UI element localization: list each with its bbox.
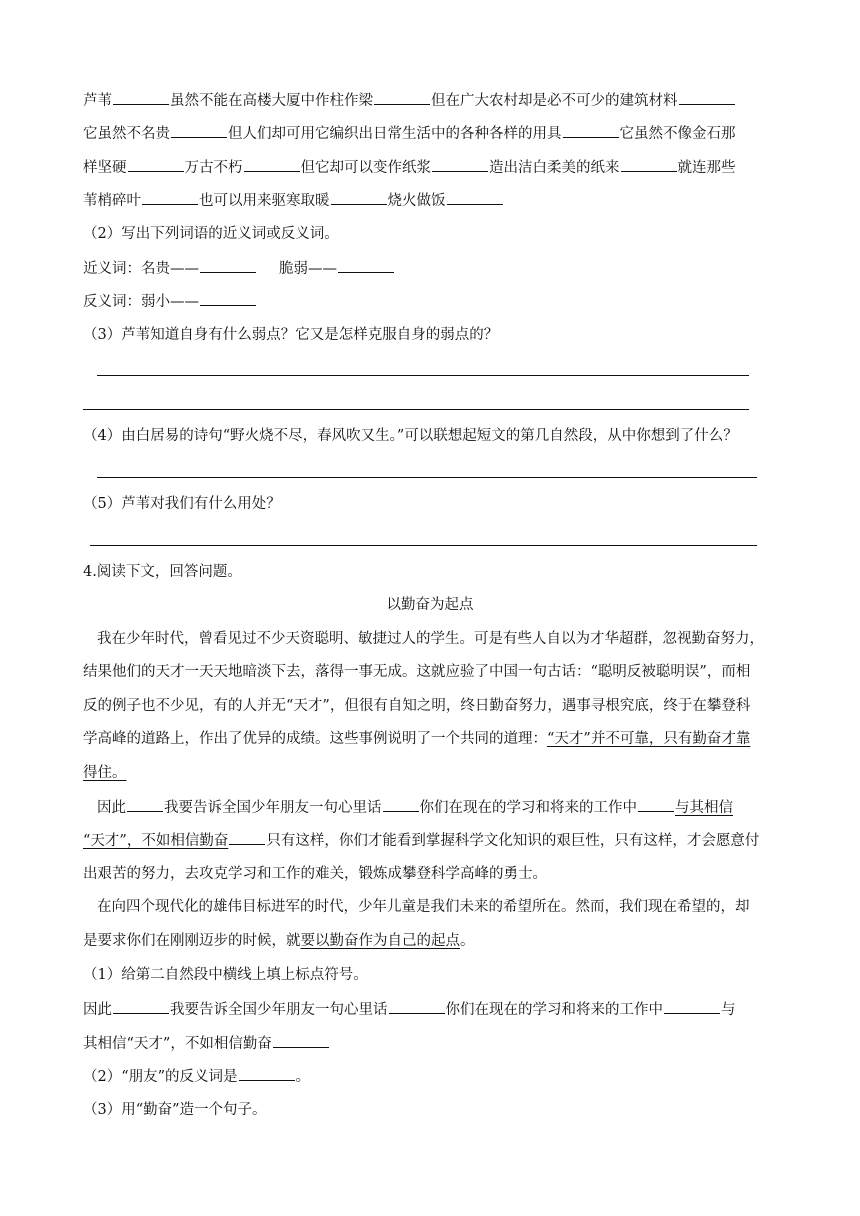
answer-line[interactable] [90, 545, 757, 546]
text: 芦苇 [83, 93, 112, 109]
blank-input[interactable] [229, 830, 265, 845]
text: 其相信“天才”，不如相信勤奋 [83, 1036, 272, 1052]
blank-input[interactable] [374, 90, 430, 105]
blank-input[interactable] [331, 190, 387, 205]
fill-line-1 [83, 999, 736, 1020]
question-3-4: （4）由白居易的诗句“野火烧不尽，春风吹又生。”可以联想起短文的第几自然段，从中你想到了什么？ [83, 428, 738, 444]
question-3-2: （2）写出下列词语的近义词或反义词。 [83, 226, 339, 242]
text: 与 [721, 1002, 736, 1018]
answer-line[interactable] [97, 477, 757, 478]
text: 但它却可以变作纸浆 [300, 160, 431, 176]
blank-input[interactable] [128, 157, 184, 172]
blank-input[interactable] [638, 797, 674, 812]
p2-line-2 [83, 830, 759, 851]
text: 你们在现在的学习和将来的工作中 [419, 800, 637, 816]
text: 。 [460, 933, 475, 949]
text: 但人们却可用它编织出日常生活中的各种各样的用具 [228, 126, 562, 142]
blank-input[interactable] [679, 90, 735, 105]
text: （2）“朋友”的反义词是 [83, 1069, 238, 1085]
question-4-intro: 4.阅读下文，回答问题。 [83, 564, 242, 580]
question-3-3: （3）芦苇知道自身有什么弱点？它又是怎样克服自身的弱点的？ [83, 327, 499, 343]
text: 我要告诉全国少年朋友一句心里话 [170, 1002, 388, 1018]
fill-line-2 [83, 1033, 330, 1054]
underlined-text: 与其相信 [675, 800, 733, 816]
passage-line-1 [83, 90, 736, 111]
punctuation-blank-2[interactable] [389, 999, 445, 1014]
blank-input[interactable] [383, 797, 419, 812]
underlined-text: “天才”，不如相信勤奋 [83, 833, 229, 849]
text: 它虽然不名贵 [83, 126, 170, 142]
text: 因此 [97, 800, 126, 816]
text: 它虽然不像金石那 [619, 126, 736, 142]
p1-line-3: 反的例子也不少见，有的人并无“天才”，但很有自知之明，终日勤奋努力，遇事寻根究底，终于在攀登科 [83, 698, 751, 714]
passage-line-3 [83, 157, 736, 178]
passage-line-2 [83, 123, 736, 144]
p2-line-3: 出艰苦的努力，去攻克学习和工作的难关，锻炼成攀登科学高峰的勇士。 [83, 866, 547, 882]
text: 也可以用来驱寒取暖 [199, 193, 330, 209]
synonym-blank-2[interactable] [338, 258, 394, 273]
text: 我要告诉全国少年朋友一句心里话 [164, 800, 382, 816]
text: 万古不朽 [184, 160, 243, 176]
question-3-5: （5）芦苇对我们有什么用处？ [83, 496, 281, 512]
text: 就连那些 [677, 160, 736, 176]
antonym-row [83, 291, 257, 312]
synonym-row [83, 258, 395, 279]
underlined-text: 要以勤奋作为自己的起点 [300, 933, 460, 949]
text: 但在广大农村却是必不可少的建筑材料 [431, 93, 678, 109]
text: 造出洁白柔美的纸来 [489, 160, 620, 176]
synonym-label-2: 脆弱—— [279, 261, 337, 277]
underlined-text: 得住。 [83, 765, 127, 781]
synonym-blank-1[interactable] [200, 258, 256, 273]
blank-input[interactable] [244, 157, 300, 172]
text: 烧火做饭 [387, 193, 446, 209]
p1-line-1: 我在少年时代，曾看见过不少天资聪明、敏捷过人的学生。可是有些人自以为才华超群，忽视勤奋努力， [97, 631, 764, 647]
passage-title: 以勤奋为起点 [386, 597, 474, 613]
text: 。 [295, 1069, 311, 1085]
question-4-1: （1）给第二自然段中横线上填上标点符号。 [83, 967, 368, 983]
p1-line-5 [83, 763, 127, 783]
text: 因此 [83, 1002, 112, 1018]
blank-input[interactable] [447, 190, 503, 205]
punctuation-blank-4[interactable] [273, 1033, 329, 1048]
blank-input[interactable] [563, 123, 619, 138]
punctuation-blank-3[interactable] [664, 999, 720, 1014]
p2-line-1 [97, 797, 733, 818]
text: 虽然不能在高楼大厦中作柱作梁 [170, 93, 373, 109]
synonym-label: 近义词：名贵—— [83, 261, 199, 277]
antonym-answer-blank[interactable] [239, 1066, 295, 1081]
text: 是要求你们在刚刚迈步的时候，就 [83, 933, 301, 949]
blank-input[interactable] [142, 190, 198, 205]
blank-input[interactable] [621, 157, 677, 172]
answer-line[interactable] [97, 375, 749, 376]
underlined-text: “天才”并不可靠，只有勤奋才靠 [547, 731, 751, 747]
p3-line-1: 在向四个现代化的雄伟目标进军的时代，少年儿童是我们未来的希望所在。然而，我们现在希望的，却 [97, 899, 750, 915]
blank-input[interactable] [113, 90, 169, 105]
text: 苇梢碎叶 [83, 193, 141, 209]
text: 学高峰的道路上，作出了优异的成绩。这些事例说明了一个共同的道理： [83, 731, 547, 747]
text: 你们在现在的学习和将来的工作中 [445, 1002, 663, 1018]
text: 只有这样，你们才能看到掌握科学文化知识的艰巨性，只有这样，才会愿意付 [266, 833, 760, 849]
p3-line-2 [83, 931, 475, 951]
antonym-blank[interactable] [200, 291, 256, 306]
p1-line-2: 结果他们的天才一天天地暗淡下去，落得一事无成。这就应验了中国一句古话：“聪明反被聪明误”，而相 [83, 664, 751, 680]
question-4-2 [83, 1066, 310, 1087]
text: 样坚硬 [83, 160, 127, 176]
antonym-label: 反义词：弱小—— [83, 294, 199, 310]
p1-line-4 [83, 729, 750, 749]
blank-input[interactable] [432, 157, 488, 172]
question-4-3: （3）用“勤奋”造一个句子。 [83, 1102, 267, 1118]
passage-line-4 [83, 190, 504, 211]
blank-input[interactable] [127, 797, 163, 812]
answer-line[interactable] [83, 409, 749, 410]
blank-input[interactable] [171, 123, 227, 138]
punctuation-blank-1[interactable] [113, 999, 169, 1014]
